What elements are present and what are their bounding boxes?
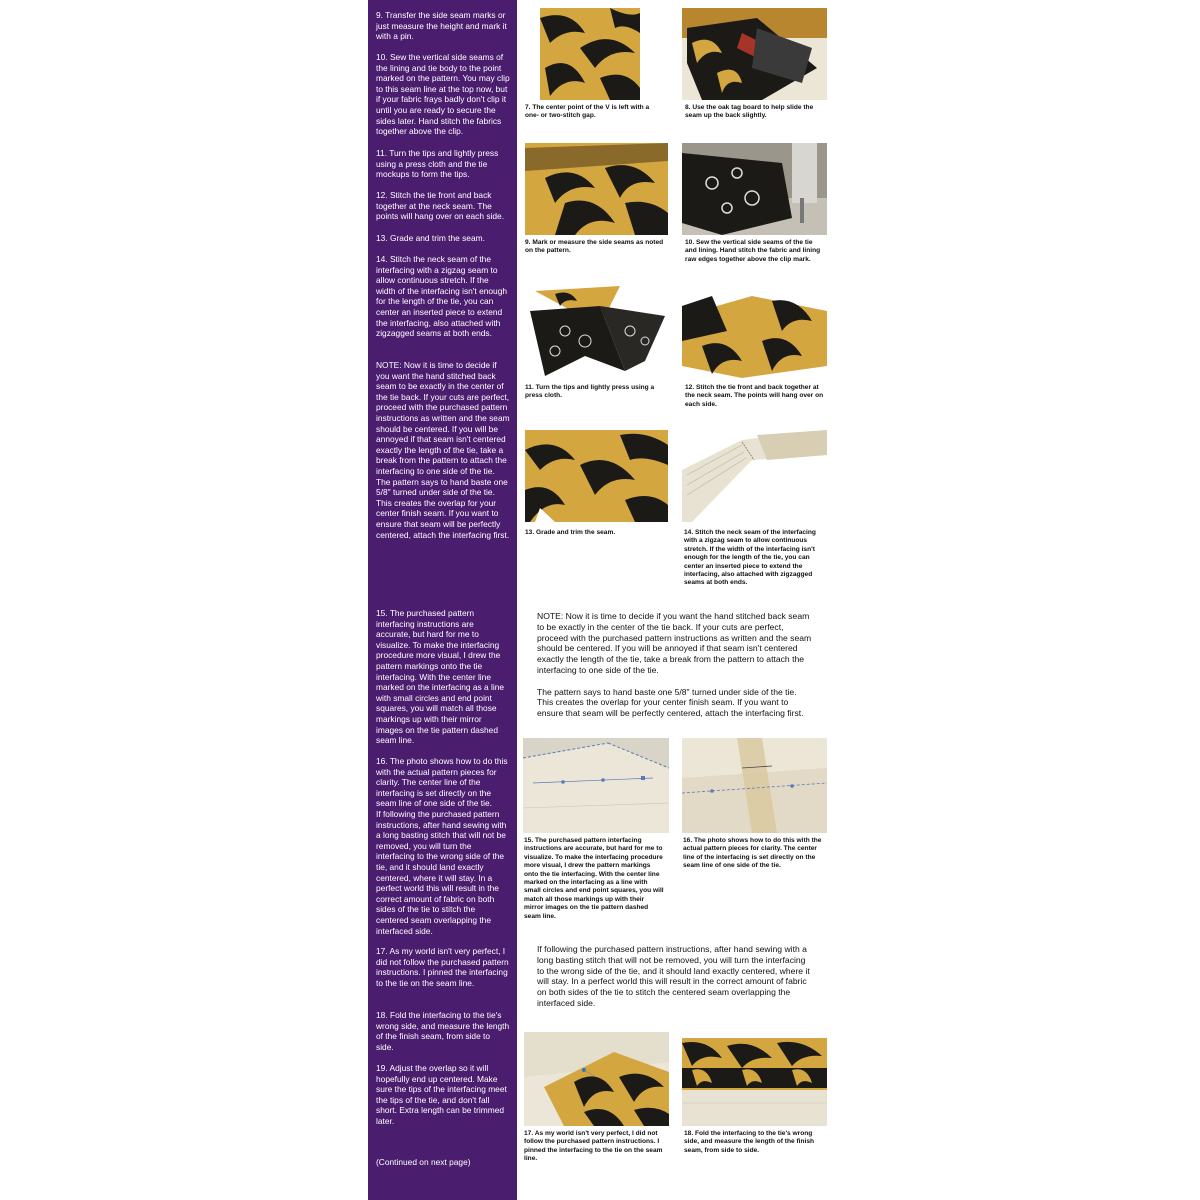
caption-step-18: 18. Fold the interfacing to the tie's wrong side, and measure the length of the finish seam, from side to side.	[684, 1130, 815, 1154]
step-12-text: 12. Stitch the tie front and back together at the neck seam. The points will hang over on each side.	[376, 190, 505, 222]
step-19-text: 19. Adjust the overlap so it will hopefully end up centered. Make sure the tips of the interfacing meet the tips of the tie, and don't fall short. Extra length can be trimmed later.	[376, 1063, 507, 1126]
step-16-text: 16. The photo shows how to do this with the actual pattern pieces for clarity. The center line of the interfacing is set directly on the seam line of one side of the tie. If following the purchased pattern instructions, after hand sewing with a long basting stitch that will not be removed, you will turn the interfacing to the wrong side of the tie, and it should land exactly centered, where it will stay. In a perfect world this will result in the correct amount of fabric on both sides of the tie to stitch the centered seam overlapping the interfaced side.	[376, 756, 508, 936]
caption-step-10: 10. Sew the vertical side seams of the tie and lining. Hand stitch the fabric and lining raw edges together above the clip mark.	[685, 239, 821, 263]
continued-note: (Continued on next page)	[376, 1157, 471, 1167]
step-15-text: 15. The purchased pattern interfacing instructions are accurate, but hard for me to visualize. To make the interfacing procedure more visual, I drew the pattern markings onto the tie interfacing. With the center line marked on the interfacing as a line with small circles and end point squares, you will match all those markings up with their mirror images on the tie pattern dashed seam line.	[376, 608, 505, 746]
photo-step-7	[540, 8, 640, 100]
photo-step-9	[525, 143, 668, 235]
caption-step-11: 11. Turn the tips and lightly press using a press cloth.	[525, 384, 655, 400]
step-18-text: 18. Fold the interfacing to the tie's wrong side, and measure the length of the finish seam, from side to side.	[376, 1010, 510, 1052]
photo-step-11	[525, 286, 668, 378]
photo-step-18	[682, 1038, 827, 1126]
photo-step-16	[682, 738, 827, 833]
photo-step-13	[525, 430, 668, 522]
photo-step-17	[524, 1032, 669, 1126]
photo-step-10	[682, 143, 827, 235]
step-17-text: 17. As my world isn't very perfect, I did not follow the purchased pattern instructions. I pinned the interfacing to the tie on the seam line.	[376, 946, 509, 988]
caption-step-8: 8. Use the oak tag board to help slide the seam up the back slightly.	[685, 104, 814, 120]
caption-step-16: 16. The photo shows how to do this with the actual pattern pieces for clarity. The center line of the interfacing is set directly on the seam line of one side of the tie.	[683, 837, 822, 870]
note-paragraph: NOTE: Now it is time to decide if you want the hand stitched back seam to be exactly in the center of the tie back. If your cuts are perfect, proceed with the purchased pattern instructions as written and the seam should be centered. If you will be annoyed if that seam isn't centered exactly the length of the tie, take a break from the pattern to attach the interfacing to one side of the tie. The pattern says to hand baste one 5/8" turned under side of the tie. This creates the overlap for your center finish seam. If you want to ensure that seam will be perfectly centered, attach the interfacing first.	[537, 611, 812, 719]
caption-step-12: 12. Stitch the tie front and back together at the neck seam. The points will hang over on each side.	[685, 384, 824, 408]
note-step-16-continued: If following the purchased pattern instructions, after hand sewing with a long basting stitch that will not be removed, you will turn the interfacing to the wrong side of the tie, and it should land exactly centered, where it will stay. In a perfect world this will result in the correct amount of fabric on both sides of the tie to stitch the centered seam overlapping the interfaced side.	[537, 944, 810, 1008]
step-10-text: 10. Sew the vertical side seams of the lining and tie body to the point marked on the pattern. You may clip to this seam line at the top now, but if your fabric frays badly don't clip it until you are ready to secure the sides later. Hand stitch the fabrics together above the clip.	[376, 52, 510, 137]
step-9-text: 9. Transfer the side seam marks or just measure the height and mark it with a pin.	[376, 10, 507, 42]
caption-step-13: 13. Grade and trim the seam.	[525, 529, 616, 536]
caption-step-14: 14. Stitch the neck seam of the interfacing with a zigzag seam to allow continuous stretch. If the width of the interfacing isn't enough for the length of the tie, you can center an inserted piece to extend the interfacing, also attached with zigzagged seams at both ends.	[684, 529, 816, 587]
caption-step-15: 15. The purchased pattern interfacing instructions are accurate, but hard for me to visualize. To make the interfacing procedure more visual, I drew the pattern markings onto the tie interfacing. With the center line marked on the interfacing as a line with small circles and end point squares, you will match all those markings up with their mirror images on the tie pattern dashed seam line.	[524, 837, 664, 920]
photo-step-15	[523, 738, 669, 833]
caption-step-17: 17. As my world isn't very perfect, I did not follow the purchased pattern instructions. I pinned the interfacing to the tie on the seam line.	[524, 1130, 663, 1163]
caption-step-9: 9. Mark or measure the side seams as noted on the pattern.	[525, 239, 664, 255]
photo-step-14	[682, 430, 827, 522]
caption-step-7: 7. The center point of the V is left with a one- or two-stitch gap.	[525, 104, 650, 120]
step-11-text: 11. Turn the tips and lightly press using a press cloth and the tie mockups to form the tips.	[376, 148, 499, 180]
instructions-sidebar	[368, 0, 517, 1200]
step-14-text: 14. Stitch the neck seam of the interfacing with a zigzag seam to allow continuous stretch. If the width of the interfacing isn't enough for the length of the tie, you can center an inserted piece to extend the interfacing, also attached with zigzagged seams at both ends.	[376, 254, 508, 339]
note-text: NOTE: Now it is time to decide if you want the hand stitched back seam to be exactly in the center of the tie back. If your cuts are perfect, proceed with the purchased pattern instructions as written and the seam should be centered. If you will be annoyed if that seam isn't centered exactly the length of the tie, take a break from the pattern to attach the interfacing to one side of the tie. The pattern says to hand baste one 5/8" turned under side of the tie. This creates the overlap for your center finish seam. If you want to ensure that seam will be perfectly centered, attach the interfacing first.	[376, 360, 510, 540]
step-13-text: 13. Grade and trim the seam.	[376, 233, 485, 243]
photo-step-8	[682, 8, 827, 100]
photo-step-12	[682, 286, 827, 378]
